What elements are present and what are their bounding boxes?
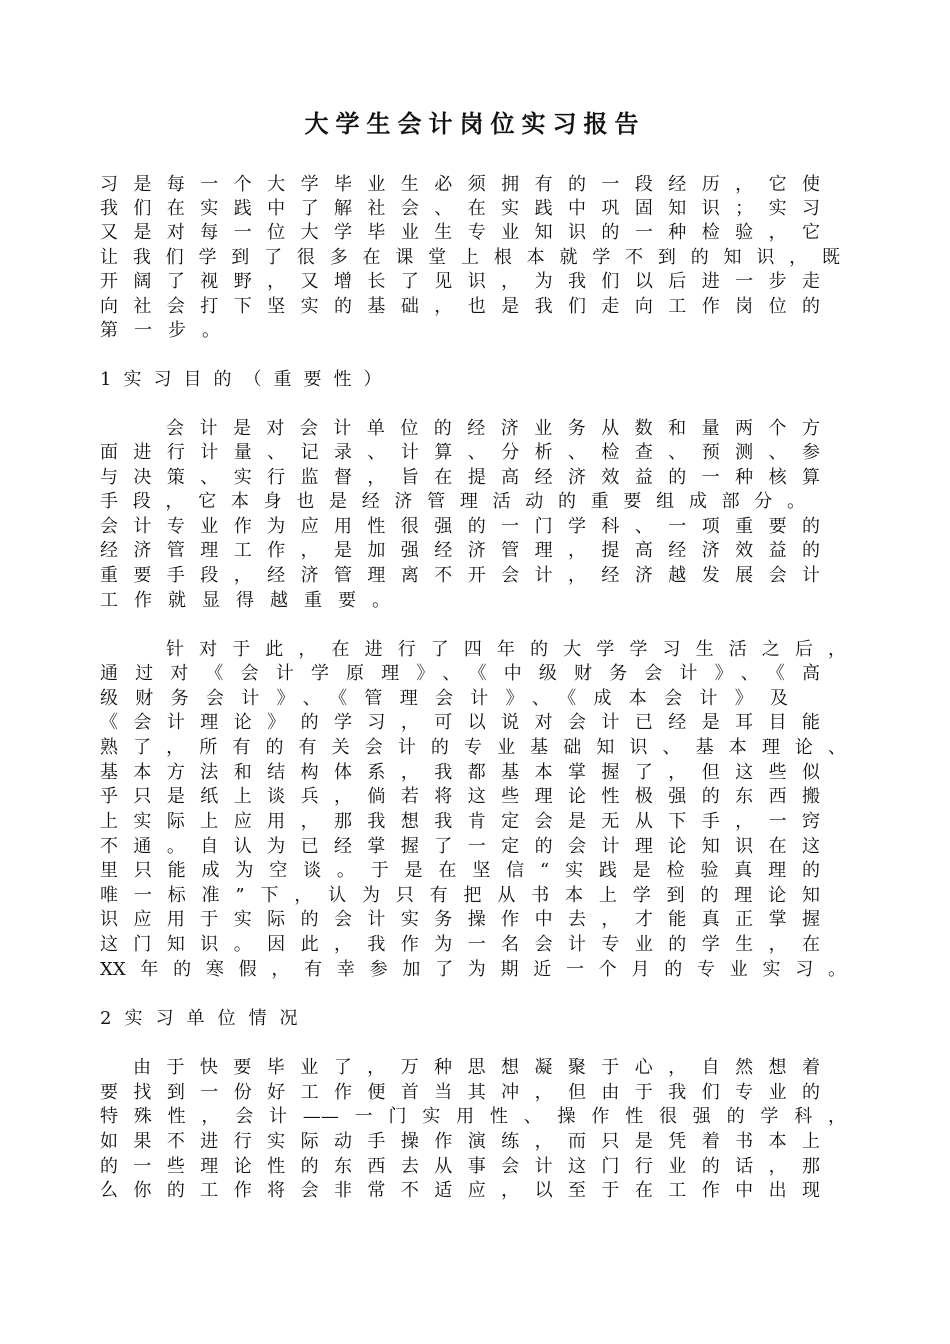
paragraph-line: 唯一标准”下，认为只有把从书本上学到的理论知 (100, 885, 820, 906)
intro-line: 我们在实践中了解社会、在实践中巩固知识；实习 (100, 198, 820, 219)
paragraph-line: 《会计理论》的学习，可以说对会计已经是耳目能 (100, 712, 820, 733)
paragraph-line: 工作就显得越重要。 (100, 590, 406, 611)
paragraph-line: 识应用于实际的会计实务操作中去，才能真正掌握 (100, 909, 820, 930)
paragraph-line: 这门知识。因此，我作为一名会计专业的学生，在 (100, 934, 820, 955)
paragraph-line: 通过对《会计学原理》、《中级财务会计》、《高 (100, 663, 820, 684)
intro-line: 向社会打下坚实的基础，也是我们走向工作岗位的 (100, 296, 820, 317)
section-heading: 2实习单位情况 (100, 1008, 311, 1029)
intro-line: 第一步。 (100, 320, 236, 341)
intro-line: 又是对每一位大学毕业生专业知识的一种检验，它 (100, 222, 820, 243)
paragraph-line: 特殊性，会计——一门实用性、操作性很强的学科， (100, 1106, 846, 1127)
paragraph-line: 不通。自认为已经掌握了一定的会计理论知识在这 (100, 836, 820, 857)
paragraph-line: 要找到一份好工作便首当其冲，但由于我们专业的 (100, 1082, 820, 1103)
paragraph-line: XX年的寒假，有幸参加了为期近一个月的专业实习。 (100, 959, 846, 980)
paragraph-line: 手段，它本身也是经济管理活动的重要组成部分。 (100, 491, 805, 512)
paragraph-line: 经济管理工作，是加强经济管理，提高经济效益的 (100, 540, 820, 561)
intro-line: 开阔了视野，又增长了见识，为我们以后进一步走 (100, 271, 820, 292)
paragraph-line: 熟了，所有的有关会计的专业基础知识、基本理论、 (100, 737, 846, 758)
paragraph-line: 会计是对会计单位的经济业务从数和量两个方 (166, 418, 820, 439)
paragraph-line: 面进行计量、记录、计算、分析、检查、预测、参 (100, 442, 820, 463)
paragraph-line: 如果不进行实际动手操作演练，而只是凭着书本上 (100, 1131, 820, 1152)
paragraph-line: 针对于此，在进行了四年的大学学习生活之后， (166, 639, 846, 660)
paragraph-line: 上实际上应用，那我想我肯定会是无从下手，一窍 (100, 811, 820, 832)
intro-line: 让我们学到了很多在课堂上根本就学不到的知识，既 (100, 247, 840, 268)
document-title: 大学生会计岗位实习报告 (304, 109, 646, 138)
paragraph-line: 与决策、实行监督，旨在提高经济效益的一种核算 (100, 467, 820, 488)
paragraph-line: 由于快要毕业了，万种思想凝聚于心，自然想着 (133, 1057, 820, 1078)
paragraph-line: 的一些理论性的东西去从事会计这门行业的话，那 (100, 1156, 820, 1177)
paragraph-line: 么你的工作将会非常不适应，以至于在工作中出现 (100, 1180, 820, 1201)
paragraph-line: 会计专业作为应用性很强的一门学科、一项重要的 (100, 516, 820, 537)
paragraph-line: 乎只是纸上谈兵，倘若将这些理论性极强的东西搬 (100, 786, 820, 807)
paragraph-line: 里只能成为空谈。于是在坚信“实践是检验真理的 (100, 860, 820, 881)
paragraph-line: 重要手段，经济管理离不开会计，经济越发展会计 (100, 565, 820, 586)
paragraph-line: 级财务会计》、《管理会计》、《成本会计》及 (100, 688, 788, 709)
section-heading: 1实习目的（重要性） (100, 369, 394, 390)
paragraph-line: 基本方法和结构体系，我都基本掌握了，但这些似 (100, 762, 820, 783)
intro-line: 习是每一个大学毕业生必须拥有的一段经历，它使 (100, 174, 820, 195)
